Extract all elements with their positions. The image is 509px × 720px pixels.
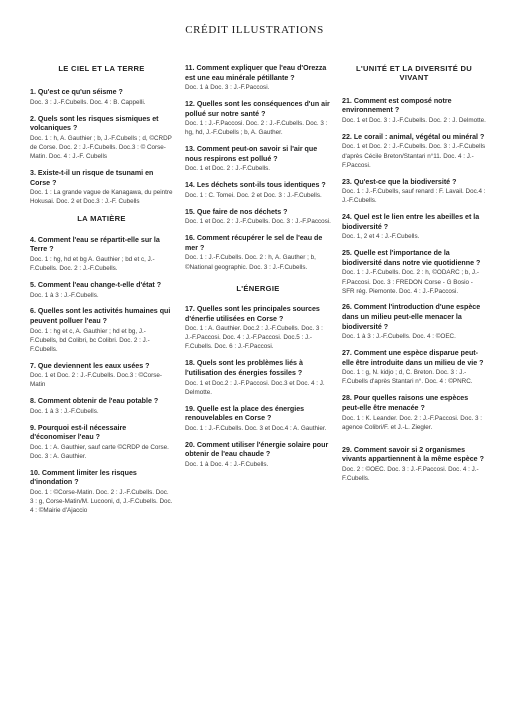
- question-title: 8. Comment obtenir de l'eau potable ?: [30, 397, 159, 406]
- question-title: 6. Quelles sont les activités humaines qui peuvent polluer l'eau ?: [30, 307, 171, 325]
- question-title: 13. Comment peut-on savoir si l'air que nous respirons est pollué ?: [185, 145, 318, 163]
- credit-item: [30, 362, 173, 390]
- question-title: 7. Que deviennent les eaux usées ?: [30, 361, 150, 370]
- credit-item: [30, 307, 173, 353]
- credit-item: [342, 394, 486, 431]
- question-title: 23. Qu'est-ce que la biodiversité ?: [342, 177, 457, 186]
- credit-item: [185, 305, 331, 351]
- credit-text: Doc. 1 : J.-F.Paccosi. Doc. 2 : J.-F.Cubells. Doc. 3 : hg, hd, J.-F.Cubells ; b, A. Gauther.: [185, 120, 328, 137]
- credit-item: [342, 178, 486, 206]
- credit-text: Doc. 1 à Doc. 4 : J.-F.Cubells.: [185, 460, 269, 468]
- credit-item: [342, 249, 486, 295]
- credit-item: [185, 405, 331, 433]
- question-title: 17. Quelles sont les principales sources d'énerfie utilisées en Corse ?: [185, 305, 320, 323]
- question-title: 14. Les déchets sont-ils tous identiques ?: [185, 181, 326, 190]
- section-title-matiere: LA MATIÈRE: [77, 214, 126, 224]
- page-title: CRÉDIT ILLUSTRATIONS: [185, 24, 324, 36]
- question-title: 25. Quelle est l'importance de la biodiversité dans notre vie quotidienne ?: [342, 249, 481, 267]
- credit-text: Doc. 1 : La grande vague de Kanagawa, du peintre Hokusai. Doc. 2 et Doc.3 : J.-F. Cubells: [30, 189, 173, 206]
- question-title: 24. Quel est le lien entre les abeilles et la biodiversité ?: [342, 213, 480, 231]
- question-title: 10. Comment limiter les risques d'inondation ?: [30, 468, 137, 487]
- credit-item: [185, 181, 331, 200]
- credit-text: Doc. 1 : hg, hd et bg A. Gauthier ; bd et c, J.-F.Cubells. Doc. 2 : J.-F.Cubells.: [30, 255, 155, 273]
- question-title: 27. Comment une espèce disparue peut-elle être introduite dans un milieu de vie ?: [342, 349, 484, 367]
- credit-text: Doc. 1 : A. Gauthier. Doc.2 : J.-F.Cubells. Doc. 3 : J.-F.Paccosi. Doc. 4 : J.-F.Paccosi. Doc.5 : J.-F.Cubells. Doc. 6 : J.-F.Paccosi.: [185, 325, 323, 351]
- credit-item: [185, 359, 331, 396]
- credit-text: Doc. 1 et Doc.2 : J.-F.Paccosi. Doc.3 et Doc. 4 : J. Delmotte.: [185, 379, 325, 396]
- question-title: 16. Comment récupérer le sel de l'eau de mer ?: [185, 234, 323, 252]
- credit-text: Doc. 1 : J.-F.Cubells, sauf renard : F. Lavail. Doc.4 : J.-F.Cubells.: [342, 188, 486, 205]
- credit-text: Doc. 1, 2 et 4 : J.-F.Cubells.: [342, 233, 420, 241]
- question-title: 18. Quels sont les problèmes liés à l'utilisation des énergies fossiles ?: [185, 359, 303, 377]
- credit-item: [185, 100, 331, 137]
- credit-item: [342, 133, 486, 170]
- credit-item: [30, 281, 173, 300]
- credit-item: [30, 115, 173, 161]
- credit-text: Doc. 1 à 3 : J.-F.Cubells. Doc. 4 : ©OEC.: [342, 333, 456, 341]
- credit-text: Doc. 1 à 3 : J.-F.Cubells.: [30, 407, 99, 415]
- credit-text: Doc. 1 : A. Gauthier, sauf carte ©CRDP de Corse. Doc. 3 : A. Gauthier.: [30, 443, 169, 460]
- credit-text: Doc. 1 : h, A. Gauthier ; b, J.-F.Cubells ; d, ©CRDP de Corse. Doc. 2 : J.-F.Cubells. Doc.3 : © Corse-Matin. Doc. 4 : J.-F. Cubells: [30, 135, 172, 161]
- question-title: 28. Pour quelles raisons une espèces peut-elle être menacée ?: [342, 394, 469, 412]
- credit-item: [185, 234, 331, 271]
- credit-text: Doc. 1 : hg et c, A. Gauthier ; hd et bg, J.-F.Cubells, bd Colibri, bc Colibri. Doc. 2 : J.-F.Cubells.: [30, 327, 150, 353]
- credit-text: Doc. 1 et Doc. 3 : J.-F.Cubells. Doc. 2 : J. Delmotte.: [342, 117, 486, 124]
- credit-item: [30, 236, 173, 273]
- credit-item: [342, 303, 486, 341]
- credit-text: Doc. 1 à Doc. 3 : J.-F.Paccosi.: [185, 84, 270, 92]
- question-title: 21. Comment est composé notre environnement ?: [342, 96, 452, 115]
- credit-item: [30, 424, 173, 461]
- question-title: 19. Quelle est la place des énergies renouvelables en Corse ?: [185, 404, 305, 423]
- credit-text: Doc. 1 et Doc. 2 : J.-F.Cubells.: [185, 165, 271, 173]
- credit-text: Doc. 2 : ©OEC. Doc. 3 : J.-F.Paccosi. Doc. 4 : J.-F.Cubells.: [342, 465, 479, 482]
- credit-text: Doc. 1 : J.-F.Cubells. Doc. 3 et Doc.4 : A. Gauthier.: [185, 424, 327, 432]
- question-title: 1. Qu'est ce qu'un séisme ?: [30, 88, 123, 97]
- section-title-vivant: L'UNITÉ ET LA DIVERSITÉ DU VIVANT: [355, 64, 473, 83]
- credit-text: Doc. 1 et Doc. 2 : J.-F.Cubells. Doc. 3 : J.-F.Cubells d'après Cécile Breton/Stantari n°11. Doc. 4 : J.-F.Paccosi.: [342, 143, 486, 169]
- credit-text: Doc. 1 à 3 : J.-F.Cubells.: [30, 291, 99, 299]
- question-title: 26. Comment l'introduction d'une espèce dans un milieu peut-elle menacer la biodiversité ?: [342, 303, 481, 331]
- question-title: 12. Quelles sont les conséquences d'un air pollué sur notre santé ?: [185, 100, 330, 118]
- section-title-ciel-terre: LE CIEL ET LA TERRE: [58, 64, 145, 73]
- credit-text: Doc. 1 et Doc. 2 : J.-F.Cubells. Doc. 3 : J.-F.Paccosi.: [185, 218, 331, 226]
- credit-text: Doc. 1 : J.-F.Cubells. Doc. 2 : h, ©ODARC ; b, J.-F.Paccosi. Doc. 3 : FREDON Corse - G Bosio - SFR rég. Piemonte. Doc. 4 : J.-F.Paccosi.: [342, 269, 479, 295]
- credit-text: Doc. 1 : C. Tomei. Doc. 2 et Doc. 3 : J.-F.Cubells.: [185, 191, 322, 199]
- credit-item: [30, 169, 173, 206]
- credit-item: [185, 145, 331, 173]
- credit-item: [185, 441, 331, 469]
- column-right: [342, 64, 486, 491]
- credit-text: Doc. 1 et Doc. 2 : J.-F.Cubells. Doc.3 : ©Corse-Matin: [30, 372, 163, 389]
- question-title: 4. Comment l'eau se répartit-elle sur la Terre ?: [30, 235, 160, 254]
- credit-text: Doc. 1 : ©Corse-Matin. Doc. 2 : J.-F.Cubells. Doc. 3 : g, Corse-Matin/M. Lucooni, d, J.-F.Cubells. Doc. 4 : ©Mairie d'Ajaccio: [30, 489, 173, 515]
- credit-item: [342, 97, 486, 125]
- credit-item: [30, 397, 173, 416]
- column-middle: [185, 64, 331, 477]
- credit-item: [30, 469, 173, 515]
- question-title: 20. Comment utiliser l'énergie solaire pour obtenir de l'eau chaude ?: [185, 440, 329, 459]
- section-title-energie: L'ÉNERGIE: [236, 283, 280, 293]
- credit-text: Doc. 1 : J.-F.Cubells. Doc. 2 : h, A. Gauther ; b, ©National geographic. Doc. 3 : J.-F.Cubells.: [185, 254, 316, 271]
- credit-item: [342, 446, 486, 483]
- question-title: 11. Comment expliquer que l'eau d'Orezza est une eau minérale pétillante ?: [185, 64, 327, 82]
- question-title: 22. Le corail : animal, végétal ou minéral ?: [342, 132, 485, 141]
- question-title: 2. Quels sont les risques sismiques et volcaniques ?: [30, 114, 159, 133]
- column-left: [30, 64, 173, 523]
- credit-item: [185, 64, 331, 92]
- credit-item: [342, 213, 486, 241]
- question-title: 3. Existe-t-il un risque de tsunami en Corse ?: [30, 169, 154, 187]
- credit-text: Doc. 1 : g, N. kidjo ; d, C. Breton. Doc. 3 : J.-F.Cubells d'après Stantari n°. Doc. 4 : ©PNRC.: [342, 369, 473, 386]
- question-title: 29. Comment savoir si 2 organismes vivants appartiennent à la même espèce ?: [342, 445, 484, 464]
- question-title: 5. Comment l'eau change-t-elle d'état ?: [30, 280, 162, 289]
- credit-item: [185, 208, 331, 227]
- credit-item: [30, 88, 173, 107]
- credit-item: [342, 349, 486, 386]
- question-title: 15. Que faire de nos déchets ?: [185, 207, 288, 216]
- question-title: 9. Pourquoi est-il nécessaire d'économiser l'eau ?: [30, 423, 127, 442]
- credit-text: Doc. 1 : K. Leander. Doc. 2 : J.-F.Paccosi. Doc. 3 : agence Colibri/F. et J.-L. Ziegler.: [342, 414, 482, 431]
- credit-text: Doc. 3 : J.-F.Cubells. Doc. 4 : B. Cappelli.: [30, 99, 146, 106]
